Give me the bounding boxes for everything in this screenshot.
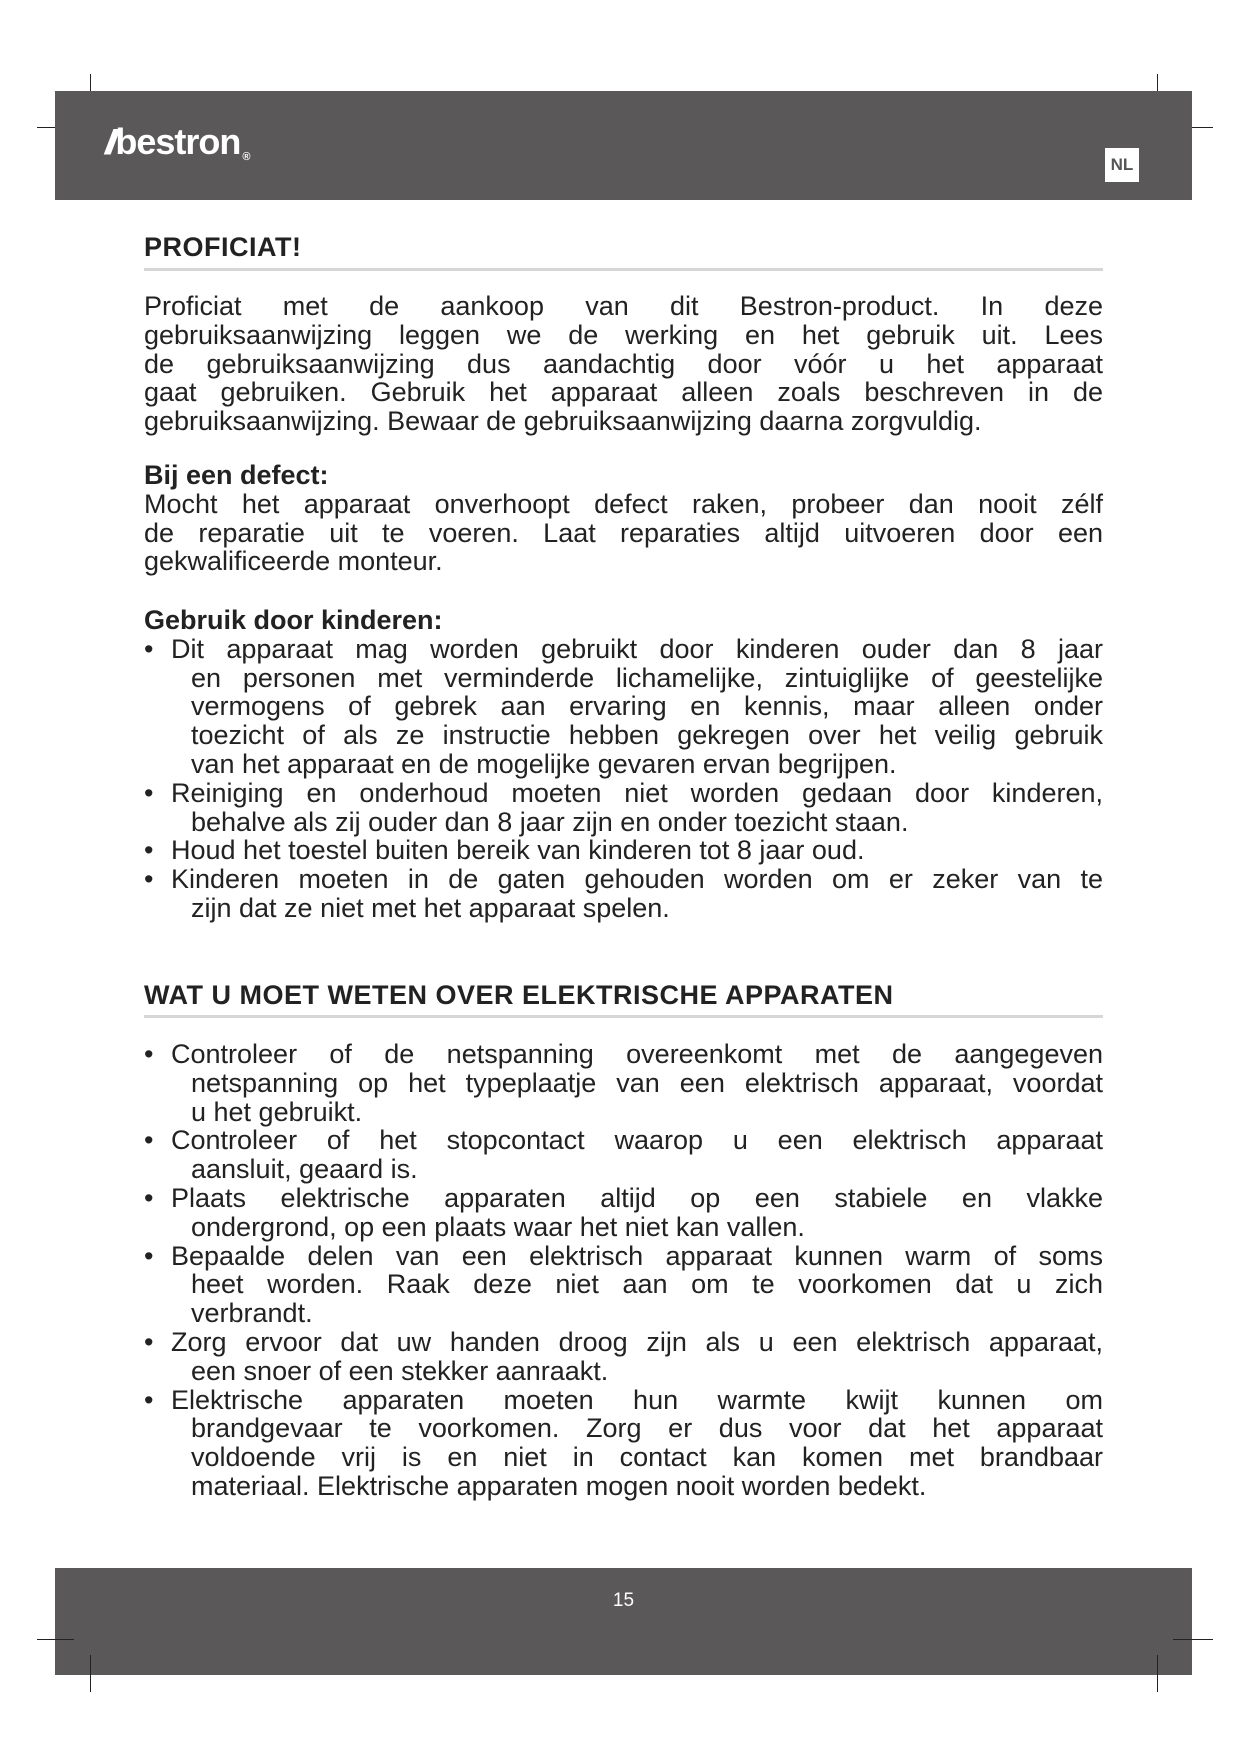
text-line: van het apparaat en de mogelijke gevaren ervan begrijpen. <box>191 748 897 779</box>
text-line: aansluit, geaard is. <box>191 1154 418 1185</box>
text-line: Houd het toestel buiten bereik van kinderen tot 8 jaar oud. <box>171 835 865 866</box>
text-line: en personen met verminderde lichamelijke, zintuiglijke of geestelijke <box>191 662 1103 693</box>
electrical-bullets <box>144 1040 1103 1501</box>
bullet-icon: • <box>144 1326 154 1357</box>
bullet-icon: • <box>144 1125 154 1156</box>
text-line: netspanning op het typeplaatje van een elektrisch apparaat, voordat <box>191 1067 1103 1098</box>
list-item <box>144 1184 1103 1242</box>
text-line: gebruiksaanwijzing leggen we de werking en het gebruik uit. Lees <box>144 319 1103 350</box>
registered-mark: ® <box>242 151 250 163</box>
text-line: gebruiksaanwijzing. Bewaar de gebruiksaanwijzing daarna zorgvuldig. <box>144 406 982 437</box>
text-line: gekwalificeerde monteur. <box>144 546 443 577</box>
text-line: Elektrische apparaten moeten hun warmte kwijt kunnen om <box>171 1384 1103 1415</box>
heading-proficiat: PROFICIAT! <box>144 232 302 262</box>
bullet-icon: • <box>144 1240 154 1271</box>
list-item <box>144 865 1103 923</box>
text-line: materiaal. Elektrische apparaten mogen nooit worden bedekt. <box>191 1470 927 1501</box>
intro-paragraph <box>144 292 1103 436</box>
bullet-icon: • <box>144 1182 154 1213</box>
defect-heading: Bij een defect: <box>144 460 329 490</box>
text-line: Reiniging en onderhoud moeten niet worden gedaan door kinderen, <box>171 777 1103 808</box>
text-line: behalve als zij ouder dan 8 jaar zijn en onder toezicht staan. <box>191 806 909 837</box>
text-line: Dit apparaat mag worden gebruikt door kinderen ouder dan 8 jaar <box>171 633 1103 664</box>
text-line: Controleer of het stopcontact waarop u een elektrisch apparaat <box>171 1125 1103 1156</box>
text-line: toezicht of als ze instructie hebben gekregen over het veilig gebruik <box>191 720 1103 751</box>
list-item <box>144 635 1103 779</box>
language-badge: NL <box>1105 148 1139 182</box>
text-line: Mocht het apparaat onverhoopt defect raken, probeer dan nooit zélf <box>144 488 1103 519</box>
text-line: u het gebruikt. <box>191 1096 363 1127</box>
children-section <box>144 606 1103 923</box>
logo-slashes-icon: /// <box>105 124 110 162</box>
crop-mark <box>37 1639 74 1640</box>
text-line: zijn dat ze niet met het apparaat spelen. <box>191 892 670 923</box>
section-title <box>144 233 1103 262</box>
defect-section <box>144 461 1103 576</box>
list-item <box>144 779 1103 837</box>
list-item <box>144 1328 1103 1386</box>
text-line: Bepaalde delen van een elektrisch apparaat kunnen warm of soms <box>171 1240 1103 1271</box>
children-heading: Gebruik door kinderen: <box>144 605 443 635</box>
text-line: de reparatie uit te voeren. Laat reparaties altijd uitvoeren door een <box>144 517 1103 548</box>
bullet-icon: • <box>144 777 154 808</box>
text-line: de gebruiksaanwijzing dus aandachtig door vóór u het apparaat <box>144 348 1103 379</box>
bestron-logo <box>105 121 249 163</box>
text-line: ondergrond, op een plaats waar het niet kan vallen. <box>191 1211 805 1242</box>
section-title <box>144 981 1103 1010</box>
text-line: een snoer of een stekker aanraakt. <box>191 1355 609 1386</box>
crop-mark <box>90 1655 91 1692</box>
crop-mark <box>1173 1639 1213 1640</box>
crop-mark <box>1157 1655 1158 1692</box>
page-footer <box>55 1568 1192 1675</box>
bullet-icon: • <box>144 835 154 866</box>
text-line: voldoende vrij is en niet in contact kan komen met brandbaar <box>191 1442 1103 1473</box>
bullet-icon: • <box>144 1039 154 1069</box>
text-line: Zorg ervoor dat uw handen droog zijn als u een elektrisch apparaat, <box>171 1326 1103 1357</box>
text-line: heet worden. Raak deze niet aan om te voorkomen dat u zich <box>191 1269 1103 1300</box>
divider <box>144 268 1103 271</box>
page-header <box>55 91 1192 200</box>
text-line: Controleer of de netspanning overeenkomt met de aangegeven <box>171 1039 1103 1069</box>
list-item <box>144 836 1103 865</box>
text-line: Proficiat met de aankoop van dit Bestron-product. In deze <box>144 291 1103 321</box>
heading-electrical: WAT U MOET WETEN OVER ELEKTRISCHE APPARATEN <box>144 980 894 1010</box>
page-number: 15 <box>612 1590 635 1611</box>
bullet-icon: • <box>144 864 154 895</box>
list-item <box>144 1126 1103 1184</box>
list-item <box>144 1242 1103 1328</box>
text-line: Plaats elektrische apparaten altijd op een stabiele en vlakke <box>171 1182 1103 1213</box>
text-line: brandgevaar te voorkomen. Zorg er dus voor dat het apparaat <box>191 1413 1103 1444</box>
bullet-icon: • <box>144 1384 154 1415</box>
divider <box>144 1015 1103 1018</box>
text-line: verbrandt. <box>191 1298 313 1329</box>
list-item <box>144 1040 1103 1126</box>
brand-name: bestron <box>115 121 241 162</box>
bullet-icon: • <box>144 633 154 664</box>
text-line: Kinderen moeten in de gaten gehouden worden om er zeker van te <box>171 864 1103 895</box>
text-line: gaat gebruiken. Gebruik het apparaat alleen zoals beschreven in de <box>144 377 1103 408</box>
list-item <box>144 1386 1103 1501</box>
text-line: vermogens of gebrek aan ervaring en kennis, maar alleen onder <box>191 691 1103 722</box>
